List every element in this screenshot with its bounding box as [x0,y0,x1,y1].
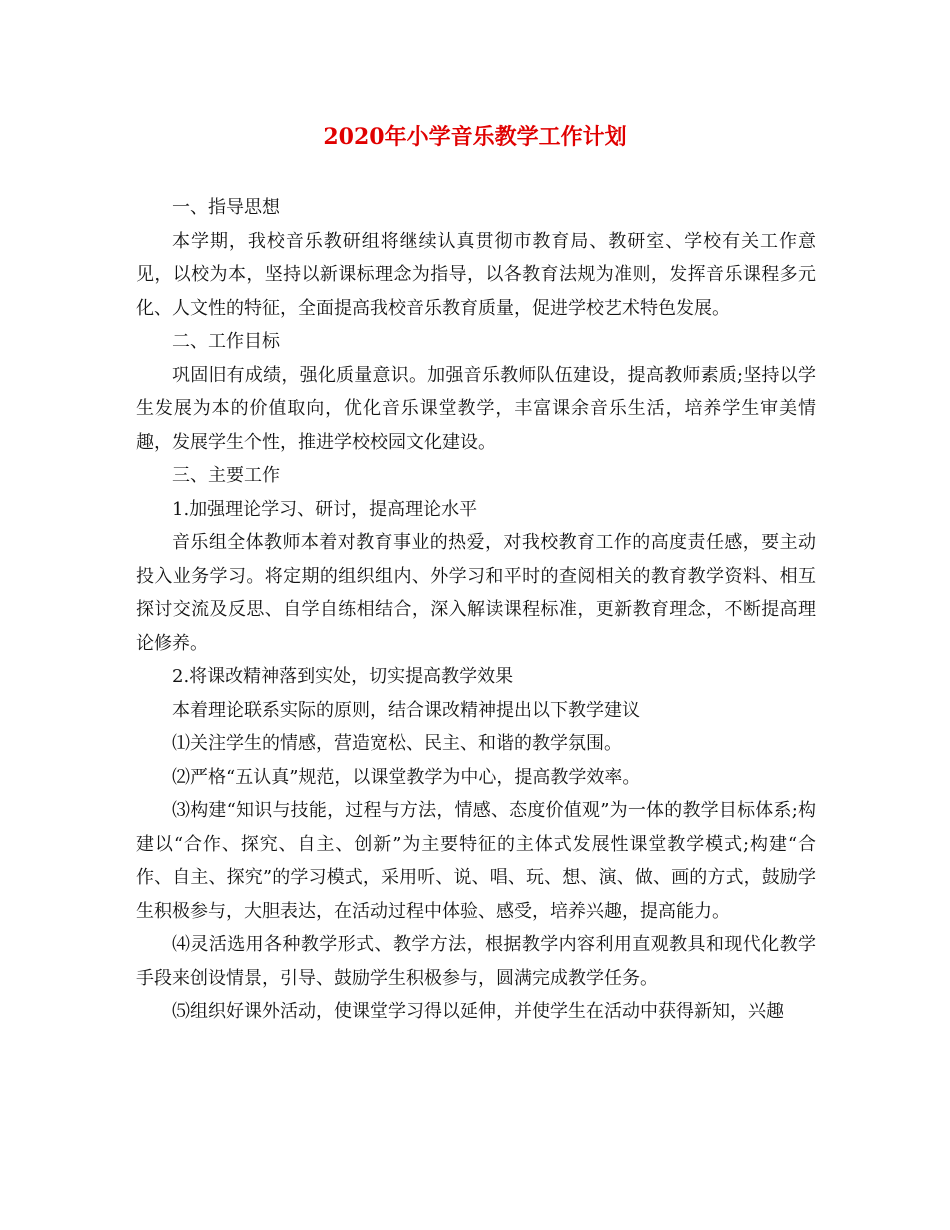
list-item: ⑸组织好课外活动，使课堂学习得以延伸，并使学生在活动中获得新知，兴趣 [172,1001,784,1022]
body-paragraph: 音乐组全体教师本着对教育事业的热爱，对我校教育工作的高度责任感，要主动投入业务学习。将定期的组织组内、外学习和平时的查阅相关的教育教学资料、相互探讨交流及反思、自学自练相结合，深入解读课程标准，更新教育理念，不断提高理论修养。 [136,532,816,654]
subsection-heading: 2.将课改精神落到实处，切实提高教学效果 [172,666,514,687]
subsection-heading: 1.加强理论学习、研讨，提高理论水平 [172,498,478,520]
list-item: ⑷灵活选用各种教学形式、教学方法，根据教学内容利用直观教具和现代化教学手段来创设情景，引导、鼓励学生积极参与，圆满完成教学任务。 [136,934,816,989]
list-item: ⑴关注学生的情感，营造宽松、民主、和谐的教学氛围。 [172,733,622,754]
document-body [136,191,816,1029]
list-item: ⑶构建“知识与技能，过程与方法，情感、态度价值观”为一体的教学目标体系;构建以“合作、探究、自主、创新”为主要特征的主体式发展性课堂教学模式;构建“合作、自主、探究”的学习模式，采用听、说、唱、玩、想、演、做、画的方式，鼓励学生积极参与，大胆表达，在活动过程中体验、感受，培养兴趣，提高能力。 [136,800,816,922]
section-heading-main-work: 三、主要工作 [172,465,280,486]
section-heading-guiding-ideology: 一、指导思想 [172,197,280,218]
body-paragraph: 本着理论联系实际的原则，结合课改精神提出以下教学建议 [172,699,640,721]
document-title: 2020年小学音乐教学工作计划 [323,124,627,150]
section-heading-work-goals: 二、工作目标 [172,331,280,352]
body-paragraph: 巩固旧有成绩，强化质量意识。加强音乐教师队伍建设，提高教师素质;坚持以学生发展为本的价值取向，优化音乐课堂教学，丰富课余音乐生活，培养学生审美情趣，发展学生个性，推进学校校园文化建设。 [136,364,816,453]
body-paragraph: 本学期，我校音乐教研组将继续认真贯彻市教育局、教研室、学校有关工作意见，以校为本，坚持以新课标理念为指导，以各教育法规为准则，发挥音乐课程多元化、人文性的特征，全面提高我校音乐教育质量，促进学校艺术特色发展。 [136,230,816,319]
list-item: ⑵严格“五认真”规范，以课堂教学为中心，提高教学效率。 [172,766,641,788]
